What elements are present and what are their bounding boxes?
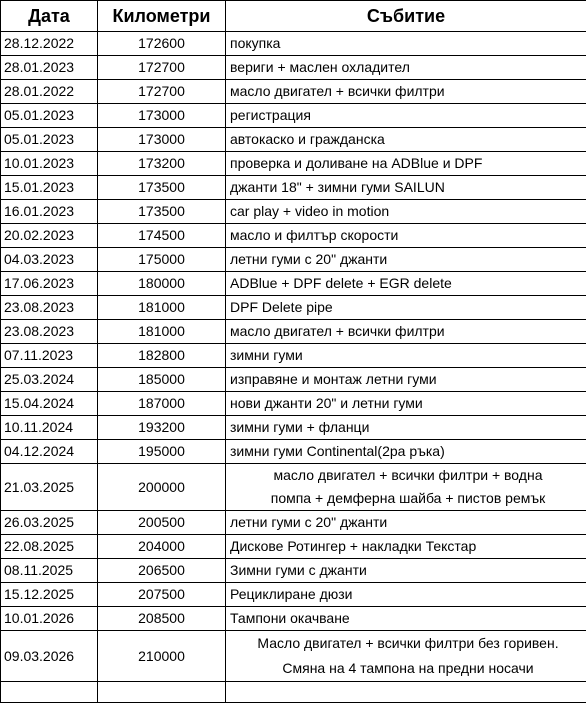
km-cell[interactable]: 173200	[98, 152, 226, 176]
date-cell[interactable]: 04.03.2023	[1, 248, 98, 272]
event-cell[interactable]: зимни гуми Continental(2ра ръка)	[226, 440, 586, 464]
table-row	[1, 152, 586, 176]
header-event[interactable]: Събитие	[226, 1, 586, 32]
km-cell[interactable]: 173000	[98, 128, 226, 152]
table-row	[1, 128, 586, 152]
table-row	[1, 272, 586, 296]
header-row	[1, 1, 586, 32]
event-cell[interactable]: регистрация	[226, 104, 586, 128]
table-row	[1, 607, 586, 631]
event-cell[interactable]: Рециклиране дюзи	[226, 583, 586, 607]
km-cell[interactable]: 173500	[98, 176, 226, 200]
km-cell[interactable]: 206500	[98, 559, 226, 583]
event-cell[interactable]: проверка и доливане на ADBlue и DPF	[226, 152, 586, 176]
km-cell[interactable]: 207500	[98, 583, 226, 607]
date-cell[interactable]: 17.06.2023	[1, 272, 98, 296]
empty-cell[interactable]	[98, 682, 226, 703]
table-row	[1, 440, 586, 464]
empty-row	[1, 682, 586, 703]
event-line: масло двигател + всички филтри + водна	[230, 464, 586, 487]
km-cell[interactable]: 193200	[98, 416, 226, 440]
km-cell[interactable]: 175000	[98, 248, 226, 272]
km-cell[interactable]: 210000	[98, 631, 226, 682]
date-cell[interactable]: 10.11.2024	[1, 416, 98, 440]
km-cell[interactable]: 208500	[98, 607, 226, 631]
table-row	[1, 392, 586, 416]
km-cell[interactable]: 200000	[98, 464, 226, 511]
event-cell[interactable]: изправяне и монтаж летни гуми	[226, 368, 586, 392]
table-row	[1, 176, 586, 200]
header-date[interactable]: Дата	[1, 1, 98, 32]
km-cell[interactable]: 172700	[98, 56, 226, 80]
km-cell[interactable]: 180000	[98, 272, 226, 296]
event-cell[interactable]: Зимни гуми с джанти	[226, 559, 586, 583]
km-cell[interactable]: 181000	[98, 320, 226, 344]
event-cell[interactable]: Тампони окачване	[226, 607, 586, 631]
event-cell[interactable]: летни гуми с 20" джанти	[226, 511, 586, 535]
event-cell[interactable]	[226, 464, 586, 511]
table-row	[1, 320, 586, 344]
date-cell[interactable]: 23.08.2023	[1, 320, 98, 344]
event-line: помпа + демферна шайба + пистов ремък	[230, 487, 586, 510]
event-cell[interactable]: масло двигател + всички филтри	[226, 80, 586, 104]
km-cell[interactable]: 187000	[98, 392, 226, 416]
event-cell[interactable]: нови джанти 20" и летни гуми	[226, 392, 586, 416]
table-row	[1, 368, 586, 392]
km-cell[interactable]: 172600	[98, 32, 226, 56]
event-cell[interactable]: ADBlue + DPF delete + EGR delete	[226, 272, 586, 296]
table-row	[1, 56, 586, 80]
km-cell[interactable]: 185000	[98, 368, 226, 392]
event-cell[interactable]: масло и филтър скорости	[226, 224, 586, 248]
date-cell[interactable]: 15.04.2024	[1, 392, 98, 416]
event-line: Масло двигател + всички филтри без горивен.	[230, 631, 586, 656]
table-row	[1, 583, 586, 607]
date-cell[interactable]: 10.01.2023	[1, 152, 98, 176]
event-cell[interactable]: масло двигател + всички филтри	[226, 320, 586, 344]
table-row	[1, 32, 586, 56]
empty-cell[interactable]	[1, 682, 98, 703]
event-cell[interactable]: вериги + маслен охладител	[226, 56, 586, 80]
km-cell[interactable]: 181000	[98, 296, 226, 320]
date-cell[interactable]: 15.12.2025	[1, 583, 98, 607]
date-cell[interactable]: 21.03.2025	[1, 464, 98, 511]
date-cell[interactable]: 28.01.2023	[1, 56, 98, 80]
date-cell[interactable]: 23.08.2023	[1, 296, 98, 320]
date-cell[interactable]: 08.11.2025	[1, 559, 98, 583]
header-km[interactable]: Километри	[98, 1, 226, 32]
event-cell[interactable]: покупка	[226, 32, 586, 56]
event-cell[interactable]: Дискове Ротингер + накладки Текстар	[226, 535, 586, 559]
table-row	[1, 344, 586, 368]
date-cell[interactable]: 16.01.2023	[1, 200, 98, 224]
empty-cell[interactable]	[226, 682, 586, 703]
table-row	[1, 80, 586, 104]
date-cell[interactable]: 10.01.2026	[1, 607, 98, 631]
date-cell[interactable]: 05.01.2023	[1, 104, 98, 128]
km-cell[interactable]: 173500	[98, 200, 226, 224]
km-cell[interactable]: 182800	[98, 344, 226, 368]
table-row	[1, 248, 586, 272]
event-line: Смяна на 4 тампона на предни носачи	[230, 656, 586, 681]
event-cell[interactable]: зимни гуми + фланци	[226, 416, 586, 440]
table-row	[1, 511, 586, 535]
table-row	[1, 416, 586, 440]
event-cell[interactable]	[226, 631, 586, 682]
event-cell[interactable]: джанти 18" + зимни гуми SAILUN	[226, 176, 586, 200]
km-cell[interactable]: 200500	[98, 511, 226, 535]
event-cell[interactable]: зимни гуми	[226, 344, 586, 368]
table-row	[1, 200, 586, 224]
table-row	[1, 535, 586, 559]
date-cell[interactable]: 28.01.2022	[1, 80, 98, 104]
date-cell[interactable]: 22.08.2025	[1, 535, 98, 559]
date-cell[interactable]: 09.03.2026	[1, 631, 98, 682]
table-row	[1, 104, 586, 128]
date-cell[interactable]: 07.11.2023	[1, 344, 98, 368]
table-row	[1, 296, 586, 320]
km-cell[interactable]: 204000	[98, 535, 226, 559]
date-cell[interactable]: 28.12.2022	[1, 32, 98, 56]
date-cell[interactable]: 05.01.2023	[1, 128, 98, 152]
date-cell[interactable]: 20.02.2023	[1, 224, 98, 248]
date-cell[interactable]: 26.03.2025	[1, 511, 98, 535]
event-cell[interactable]: летни гуми с 20" джанти	[226, 248, 586, 272]
km-cell[interactable]: 172700	[98, 80, 226, 104]
table-row	[1, 224, 586, 248]
table-row	[1, 464, 586, 511]
event-cell[interactable]: DPF Delete pipe	[226, 296, 586, 320]
event-cell[interactable]: автокаско и гражданска	[226, 128, 586, 152]
table-row	[1, 631, 586, 682]
date-cell[interactable]: 25.03.2024	[1, 368, 98, 392]
table-row	[1, 559, 586, 583]
km-cell[interactable]: 174500	[98, 224, 226, 248]
date-cell[interactable]: 04.12.2024	[1, 440, 98, 464]
date-cell[interactable]: 15.01.2023	[1, 176, 98, 200]
event-cell[interactable]: car play + video in motion	[226, 200, 586, 224]
km-cell[interactable]: 195000	[98, 440, 226, 464]
km-cell[interactable]: 173000	[98, 104, 226, 128]
